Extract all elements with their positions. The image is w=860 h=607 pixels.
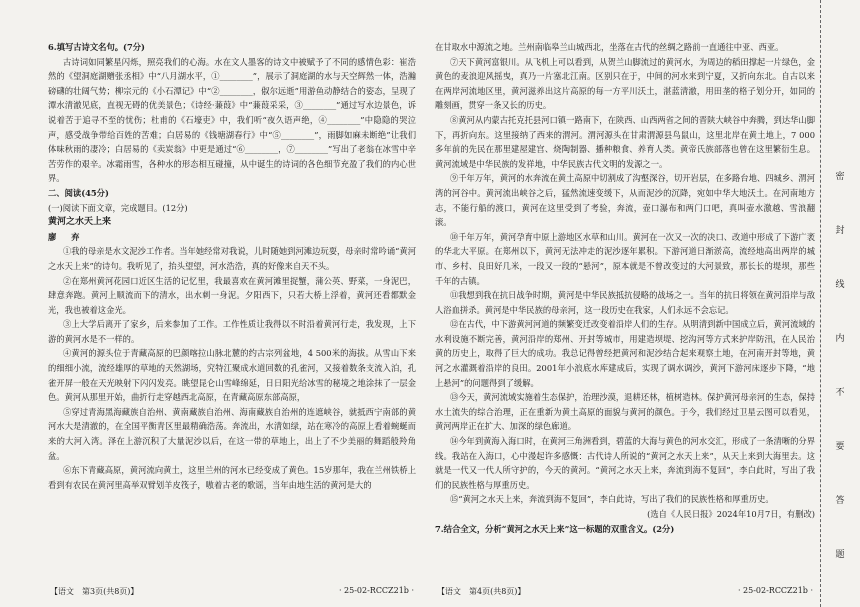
article-paragraph-10: ⑩千年万年，黄河孕育中原上游地区水草和山川。黄河在一次又一次的决口、改道中形成了下游广袤的华北大平原。在郑州以下，黄河无法冲走的泥沙逐年累积。下游河道日渐淤高，流经地高出两岸的城市、乡村、良田好几米，一段又一段的“悬河”，原本就是不曾改变过的大河景致，那长长的堤坝，那些千年的古镇。 [435, 231, 816, 286]
left-page-footer [48, 586, 416, 597]
binding-char: 线 [835, 280, 845, 290]
article-source: (选自《人民日报》2024年10月7日，有删改) [647, 509, 815, 519]
right-page-footer [435, 586, 815, 597]
article-paragraph-9: ⑨千年万年，黄河的水奔流在黄土高原中切割成了沟壑深谷，切开岩层，在多路台地、四城乡、渭河湾的河谷中。黄河流出峡谷之后，猛然流速变缓下，从而泥沙的沉降，宛如中华大地沃土。在河南地方志，不能行船的渡口，黄河在这里受到了考验，奔流，壶口瀑布和两门口吧，真叫壶水激越、雪浪翻滚。 [435, 173, 816, 228]
binding-line-notice [834, 150, 846, 582]
article-paragraph-15: ⑮“黄河之水天上来，奔流到海不复回”，李白此诗，写出了我们的民族性格和厚重历史。 [449, 494, 774, 505]
binding-char: 要 [835, 442, 845, 452]
article-paragraph-8: ⑧黄河从内蒙古托克托县河口镇一路南下，在陕西、山西两省之间的晋陕大峡谷中奔腾，到达华山脚下，再折向东。这里接纳了西来的渭河。渭河源头在甘肃渭源县鸟鼠山，这里北岸在黄土地上，7 000多年前的先民在那里建屋建宫、烧陶制器、播种粮食、养育人类。黄帝氏族部落也曾在这里繁衍生息。黄河流域是中华民族的发祥地，中华民族古代文明的发源之一。 [435, 114, 816, 169]
article-paragraph-3: ③上大学后离开了家乡，后来参加了工作。工作性质让我得以不时沿着黄河行走，我发现，上下游的黄河水是不一样的。 [48, 319, 416, 344]
binding-char: 密 [835, 172, 845, 182]
question-7: 7.结合全文，分析“黄河之水天上来”这一标题的双重含义。(2分) [435, 523, 675, 534]
question-6-heading: 6.填写古诗文名句。(7分) [48, 42, 145, 52]
article-paragraph-5: ⑤穿过青海黑海藏族自治州、黄南藏族自治州、海南藏族自治州的连遮峡谷，就抵西宁南部的黄河水大是清澈的，在全国平衡青区里最精确浩荡。奔流出，水清如绿，站在寒冷的高原上看着蜿蜒而来的大河入湾。泽在上游沉积了大量泥沙以后，在这一带的草地上，出上了不少美丽的舞蹈般羚角盆。 [48, 406, 416, 461]
section-reading-heading: 二、阅读(45分) [48, 187, 109, 198]
article-paragraph-7: ⑦天下黄河富银川。从飞机上可以看到，从贺兰山脚流过的黄河水，为周边的稻田撑起一片绿色，金黄色的麦浪迎风摇曳，真乃一片塞北江南。区别只在于，中间的河水来到宁夏，又折向东北。自古以来在两岸河流地区里，黄河滋养出这片高原的每一方平川沃土，湛蓝清澈，用田垄的格子划分开，如同的雕刻画，贯穿一条又长的历史。 [435, 56, 816, 111]
left-column [48, 40, 416, 492]
article-paragraph-11: ⑪我想到我在抗日战争时期，黄河是中华民族抵抗侵略的战场之一。当年的抗日将领在黄河沿岸与敌人浴血拼杀。黄河是中华民族的母亲河，这一段历史在我家，人们永远不会忘记。 [435, 290, 816, 315]
article-paragraph-6: ⑥东下青藏高原，黄河流向黄土，这里兰州的河水已经变成了黄色。15岁那年，我在兰州铁桥上看到有农民在黄河里高举双臂划羊皮筏子，嗷着古老的歌谣，当年由地生活的黄河是大的 [48, 465, 416, 490]
article-author: 廖 弃 [48, 231, 86, 242]
right-column [435, 40, 815, 536]
right-footer-page: 【语文 第4页(共8页)】 [437, 587, 526, 596]
left-footer-page: 【语文 第3页(共8页)】 [50, 587, 139, 596]
section-reading-subheading: (一)阅读下面文章，完成题目。(12分) [48, 202, 188, 213]
article-paragraph-4: ④黄河的源头位于青藏高原的巴颜喀拉山脉北麓的约古宗列盆地，4 500米的海拔。从雪山下来的细细小流，流经雄厚的草地的天然湖场，究特江聚成水道回数的孔雀河，又接着数条支流入泊，孔雀开屏一般在天光映射下闪闪发亮。眺望昆仑山雪峰绵延，日日阳光给冰雪的秘境之地涂抹了一层金色。黄河从那里开始，曲折行走穿越西北高原，在青藏高原东部高原， [48, 348, 416, 403]
article-paragraph-6-cont: 在甘取水中源流之地。兰州南临皋兰山城西北，坐落在古代的丝绸之路前一直通往中亚、西亚。 [435, 42, 784, 52]
article-paragraph-1: ①我的母亲是水文泥沙工作者。当年她经常对我说，儿时随她到河滩边玩耍，母亲时常吟诵“黄河之水天上来”的诗句。我听见了，抬头望望，河水浩浩，真的好像来自天不头。 [48, 246, 416, 271]
binding-char: 内 [835, 334, 845, 344]
question-6-body: 古诗词如同繁星闪烁，照亮我们的心海。水在文人墨客的诗文中被赋予了不同的感情色彩：崔浩然的《望洞庭湖赠张丞相》中“八月湖水平，①________”，展示了洞庭湖的水与天空辉然一体，浩瀚磅礴的壮阔气势；柳宗元的《小石潭记》中“②________，俶尔远逝”用游鱼动静结合的姿态，呈现了潭水清澈见底，直视无碍的优美景色；《诗经·蒹葭》中“蒹葭采采，③________”通过写水边景色，诉说着苦于追寻不至的忧伤；杜甫的《石壕吏》中，我们听“夜久语声绝，④________”中隐隐的哭泣声，感受战争带给百姓的苦难；白居易的《钱塘湖春行》中“⑤________”，雨脚如麻未断绝”让我们体味秋雨的凄冷；白居易的《卖炭翁》中更是通过“⑥________，⑦________”写出了老翁在冰雪中辛苦劳作的艰辛。冰霜雨雪，各种水的形态相互碰撞，从中诞生的诗词的各色细节充盈了我们的内心世界。 [48, 56, 416, 184]
article-paragraph-2: ②在郑州黄河花园口近区生活的记忆里，我最喜欢在黄河滩里捉蟹，蒲公英、野菜，一身泥巴，肆意奔跑。黄河上顺流而下的清水，出水刺一身泥。夕阳西下，只若大桥上浮着，黄河还看都默金光，我也被着这金光。 [48, 275, 416, 315]
binding-char: 答 [835, 496, 845, 506]
binding-char: 封 [835, 226, 845, 236]
article-paragraph-14: ⑭今年到黄海入海口时，在黄河三角洲看到，碧蓝的大海与黄色的河水交汇，形成了一条清晰的分界线。我站在入海口，心中漫起许多感慨：古代诗人所说的“黄河之水天上来”，从天上来到大海里去。这就是一代又一代人所守护的，今天的黄河。“黄河之水天上来，奔流到海不复回”，李白此时，写出了我们的民族性格与厚重历史。 [435, 436, 816, 490]
right-footer-code: · 25-02-RCCZ21b · [737, 586, 813, 595]
article-paragraph-12: ⑫在古代，中下游黄河河道的频繁变迁改变着沿岸人们的生存。从明清到新中国成立后，黄河流域的水利设施不断完善，黄河沿岸的郑州、开封等城市，用建造坝堤、挖沟河等方式来护岸防汛，在人民治黄的历史上，取得了巨大的成功。我总记得曾经把黄河和泥沙结合起来观察土地，在河南开封等地，黄河之水灌溉着沿岸的良田。2001年小浪底水库建成后，实现了调水调沙，黄河下游河床逐步下降，“地上悬河”的问题得到了缓解。 [435, 319, 816, 388]
binding-char: 不 [835, 388, 845, 398]
left-footer-code: · 25-02-RCCZ21b · [338, 586, 414, 595]
binding-char: 题 [835, 550, 845, 560]
article-title: 黄河之水天上来 [48, 217, 112, 228]
article-paragraph-13: ⑬今天，黄河流域实施着生态保护，治理沙漠，退耕还林，植树造林。保护黄河母亲河的生态，保持水土流失的综合治理，正在重新为黄土高原的面貌与黄河的颜色。于今，我们经过卫星云图可以看见，黄河两岸正在扩大、加深的绿色廊道。 [435, 392, 816, 432]
